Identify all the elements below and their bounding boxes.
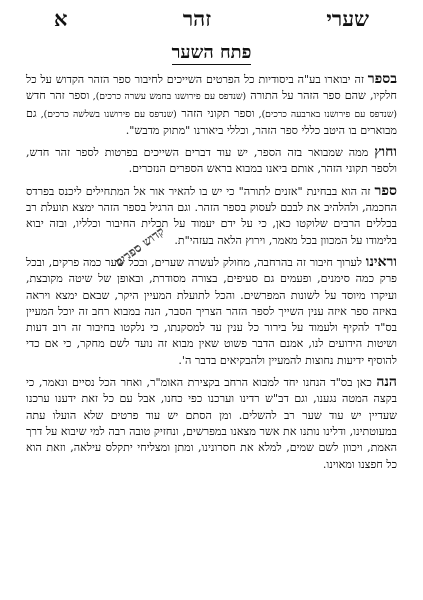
section-title-text: פתח השער: [171, 42, 252, 63]
paragraph-1-note-1: (שנדפס עם פירושנו בחמש עשרה כרכים),: [89, 91, 247, 103]
paragraph-1-text-4: גם מבוארים בו היטב כללי ספר הזהר, וכללי ביאורנו "מתוק מדבש".: [26, 106, 397, 137]
library-stamp: קדוש ספרים: [112, 224, 168, 270]
paragraph-1-text-2: וספר זהר חדש: [26, 89, 90, 103]
paragraph-1: [26, 71, 397, 139]
section-title: [26, 42, 397, 63]
paragraph-1-lead: בספר: [367, 71, 397, 87]
paragraph-1-note-3: (שנדפס עם פירושנו בשלשה כרכים),: [36, 108, 177, 120]
paragraph-4-lead: וראינו: [365, 253, 397, 270]
paragraph-5: [26, 374, 397, 473]
paragraph-4: [26, 254, 397, 369]
paragraph-3-text: זה הוא בבחינת "אזנים לתורה" כי יש בו להאיר אור אל המתחילים ליכנס בפרדס החכמה, ולהלהיב את לבבם לעסוק בספר הזהר. וגם הרגיל בספר הזהר ימצא תועלת רב בכללים הרבים שלוקטו כאן, כי על ידם יעמוד על תכלית החיבור וכלליו, ובזה יבוא בלימודו על המכוון בכל מאמר, וירוץ הלאה בעזהי"ת.: [26, 184, 397, 247]
paragraph-1-note-2: (שנדפס עם פירושנו בארבעה כרכים),: [254, 108, 397, 120]
paragraph-3: [26, 183, 397, 249]
paragraph-1-text: זה יבוארו בע"ה ביסודיות כל הפרטים השייכים לחיבור ספר הזהר הקדוש על כל חלקיו, שהם ספר הזהר על התורה: [26, 73, 397, 103]
header-book-title-2: זהר: [182, 6, 212, 31]
paragraph-2-lead: וחוץ: [374, 144, 397, 161]
header-page-letter: א: [54, 6, 68, 31]
paragraph-2: [26, 144, 397, 178]
paragraph-5-text: כאן בס"ד הנחנו יחד למבוא הרחב בקצירת האומ"ר, ואחר הכל נסיים ונאמר, כי בקצה המטה נגענו, וגם דב"ש רדינו וערכנו כפי כחנו, אבל עם כל זאת ידענו ערכנו שעדיין יש עוד שער רב להשלים. ומן הסתם יש עוד פרטים שלא הועלו עתה במעוטתינו, ודלינו נותנו את אשר מצאנו במפרשים, ונחזיק טובה רבה למי שיבוא על דרך האמת, ויכוון לשם שמים, למלא את חסרונינו, ומתן ומצליחי יתקלס עילאה, וזאת הוא כל חפצנו ומאוינו.: [26, 376, 397, 471]
paragraph-2-text: ממה שמבואר בזה הספר, יש עוד דברים השייכים בפרטות לספר זהר חדש, ולספר תקוני הזהר, אותם ביאנו במבוא בראש הספרים הנזכרים.: [26, 146, 397, 176]
paragraph-5-lead: הנה: [376, 374, 397, 391]
paragraph-3-lead: ספר: [374, 182, 397, 199]
paragraph-4-text: לערוך חיבור זה בהרחבה, מחולק לעשרה שערים, ובכל שער כמה פרקים, ובכל פרק כמה סימנים, ופעמים גם סעיפים, בצורה מסודרת, ובאופן של שיטה מקובצת, ועיקרו מיוסד על לשונות המפרשים. והכל לתועלת המעיין היקר, שבאם ימצא ויראה באיזה ספר איזה ענין השייך לספר הזהר הצריך הסבר, הנה במבוא רחב זה יוכל המעיין בס"ד להקיף ולעמוד על בירור כל ענין עד למסקנתו, כי נלקטו בחיבור זה רוב דעות ושיטות הידועים לנו, אמנם הדבר פשוט שאין מבוא זה נועד לשם מחקר, כי אם כדי להוסיף ידיעות נחוצות להמעיין ולהבקיאים בדבר ה'.: [26, 255, 397, 367]
paragraph-1-text-3: וספר תקוני הזהר: [176, 106, 255, 120]
running-header: [26, 6, 397, 36]
header-book-title: שערי: [326, 6, 369, 31]
